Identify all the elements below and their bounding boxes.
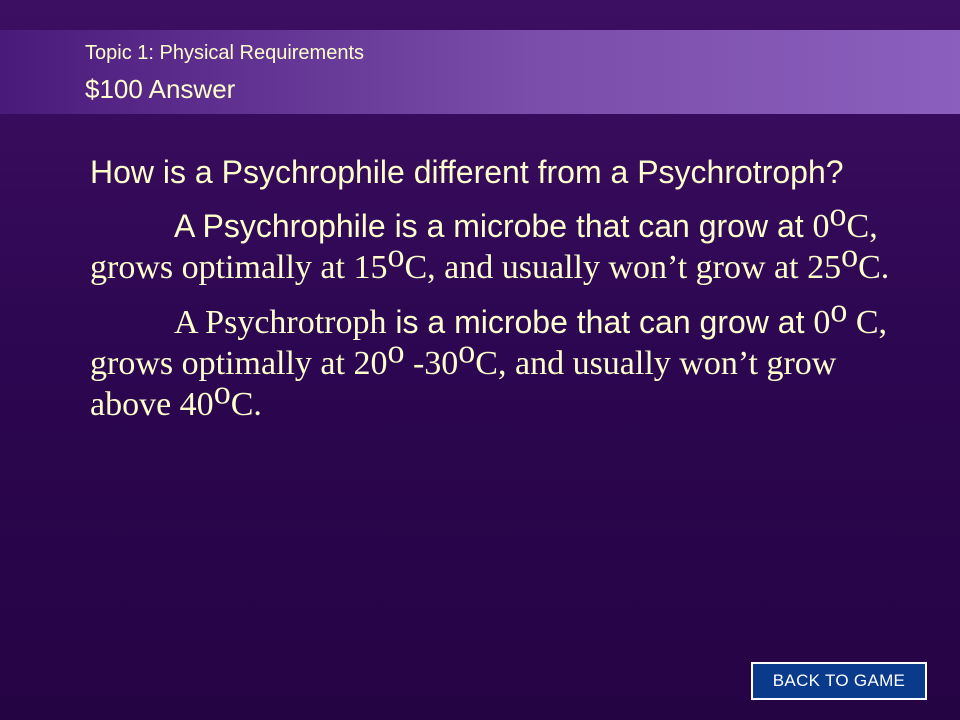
psychrotroph-answer xyxy=(90,292,890,425)
psychrophile-temp-0: 0 xyxy=(812,208,830,245)
psychrophile-lead: A Psychrophile is a microbe that can grow at xyxy=(174,208,813,244)
psychrophile-part-3: C. xyxy=(858,249,890,286)
slide-content xyxy=(90,152,890,439)
degree-sup: o xyxy=(458,333,476,371)
degree-sup: o xyxy=(841,237,859,275)
psychrotroph-part-4: C. xyxy=(230,386,262,423)
back-to-game-button[interactable]: BACK TO GAME xyxy=(751,662,927,700)
psychrotroph-part-1: C, grows optimally at 20 xyxy=(90,304,888,382)
topic-title: Topic 1: Physical Requirements xyxy=(85,42,365,64)
degree-sup: o xyxy=(829,196,847,234)
psychrophile-part-2: C, and usually won’t grow at 25 xyxy=(404,249,842,286)
degree-sup: o xyxy=(387,237,405,275)
psychrotroph-lead: A Psychrotroph xyxy=(174,304,387,341)
answer-value-title: $100 Answer xyxy=(85,74,236,104)
psychrotroph-part-3: C, and usually won’t grow above 40 xyxy=(90,345,837,423)
psychrotroph-temp-0: 0 xyxy=(813,304,831,341)
degree-sup: o xyxy=(387,333,405,371)
degree-sup: o xyxy=(830,292,848,330)
degree-sup: o xyxy=(213,374,231,412)
psychrophile-answer xyxy=(90,196,890,288)
psychrotroph-lead-rest: is a microbe that can grow at xyxy=(386,304,814,340)
psychrotroph-part-2: -30 xyxy=(404,345,459,382)
psychrophile-part-1: C, grows optimally at 15 xyxy=(90,208,878,286)
question-text: How is a Psychrophile different from a Psychrotroph? xyxy=(90,154,844,190)
